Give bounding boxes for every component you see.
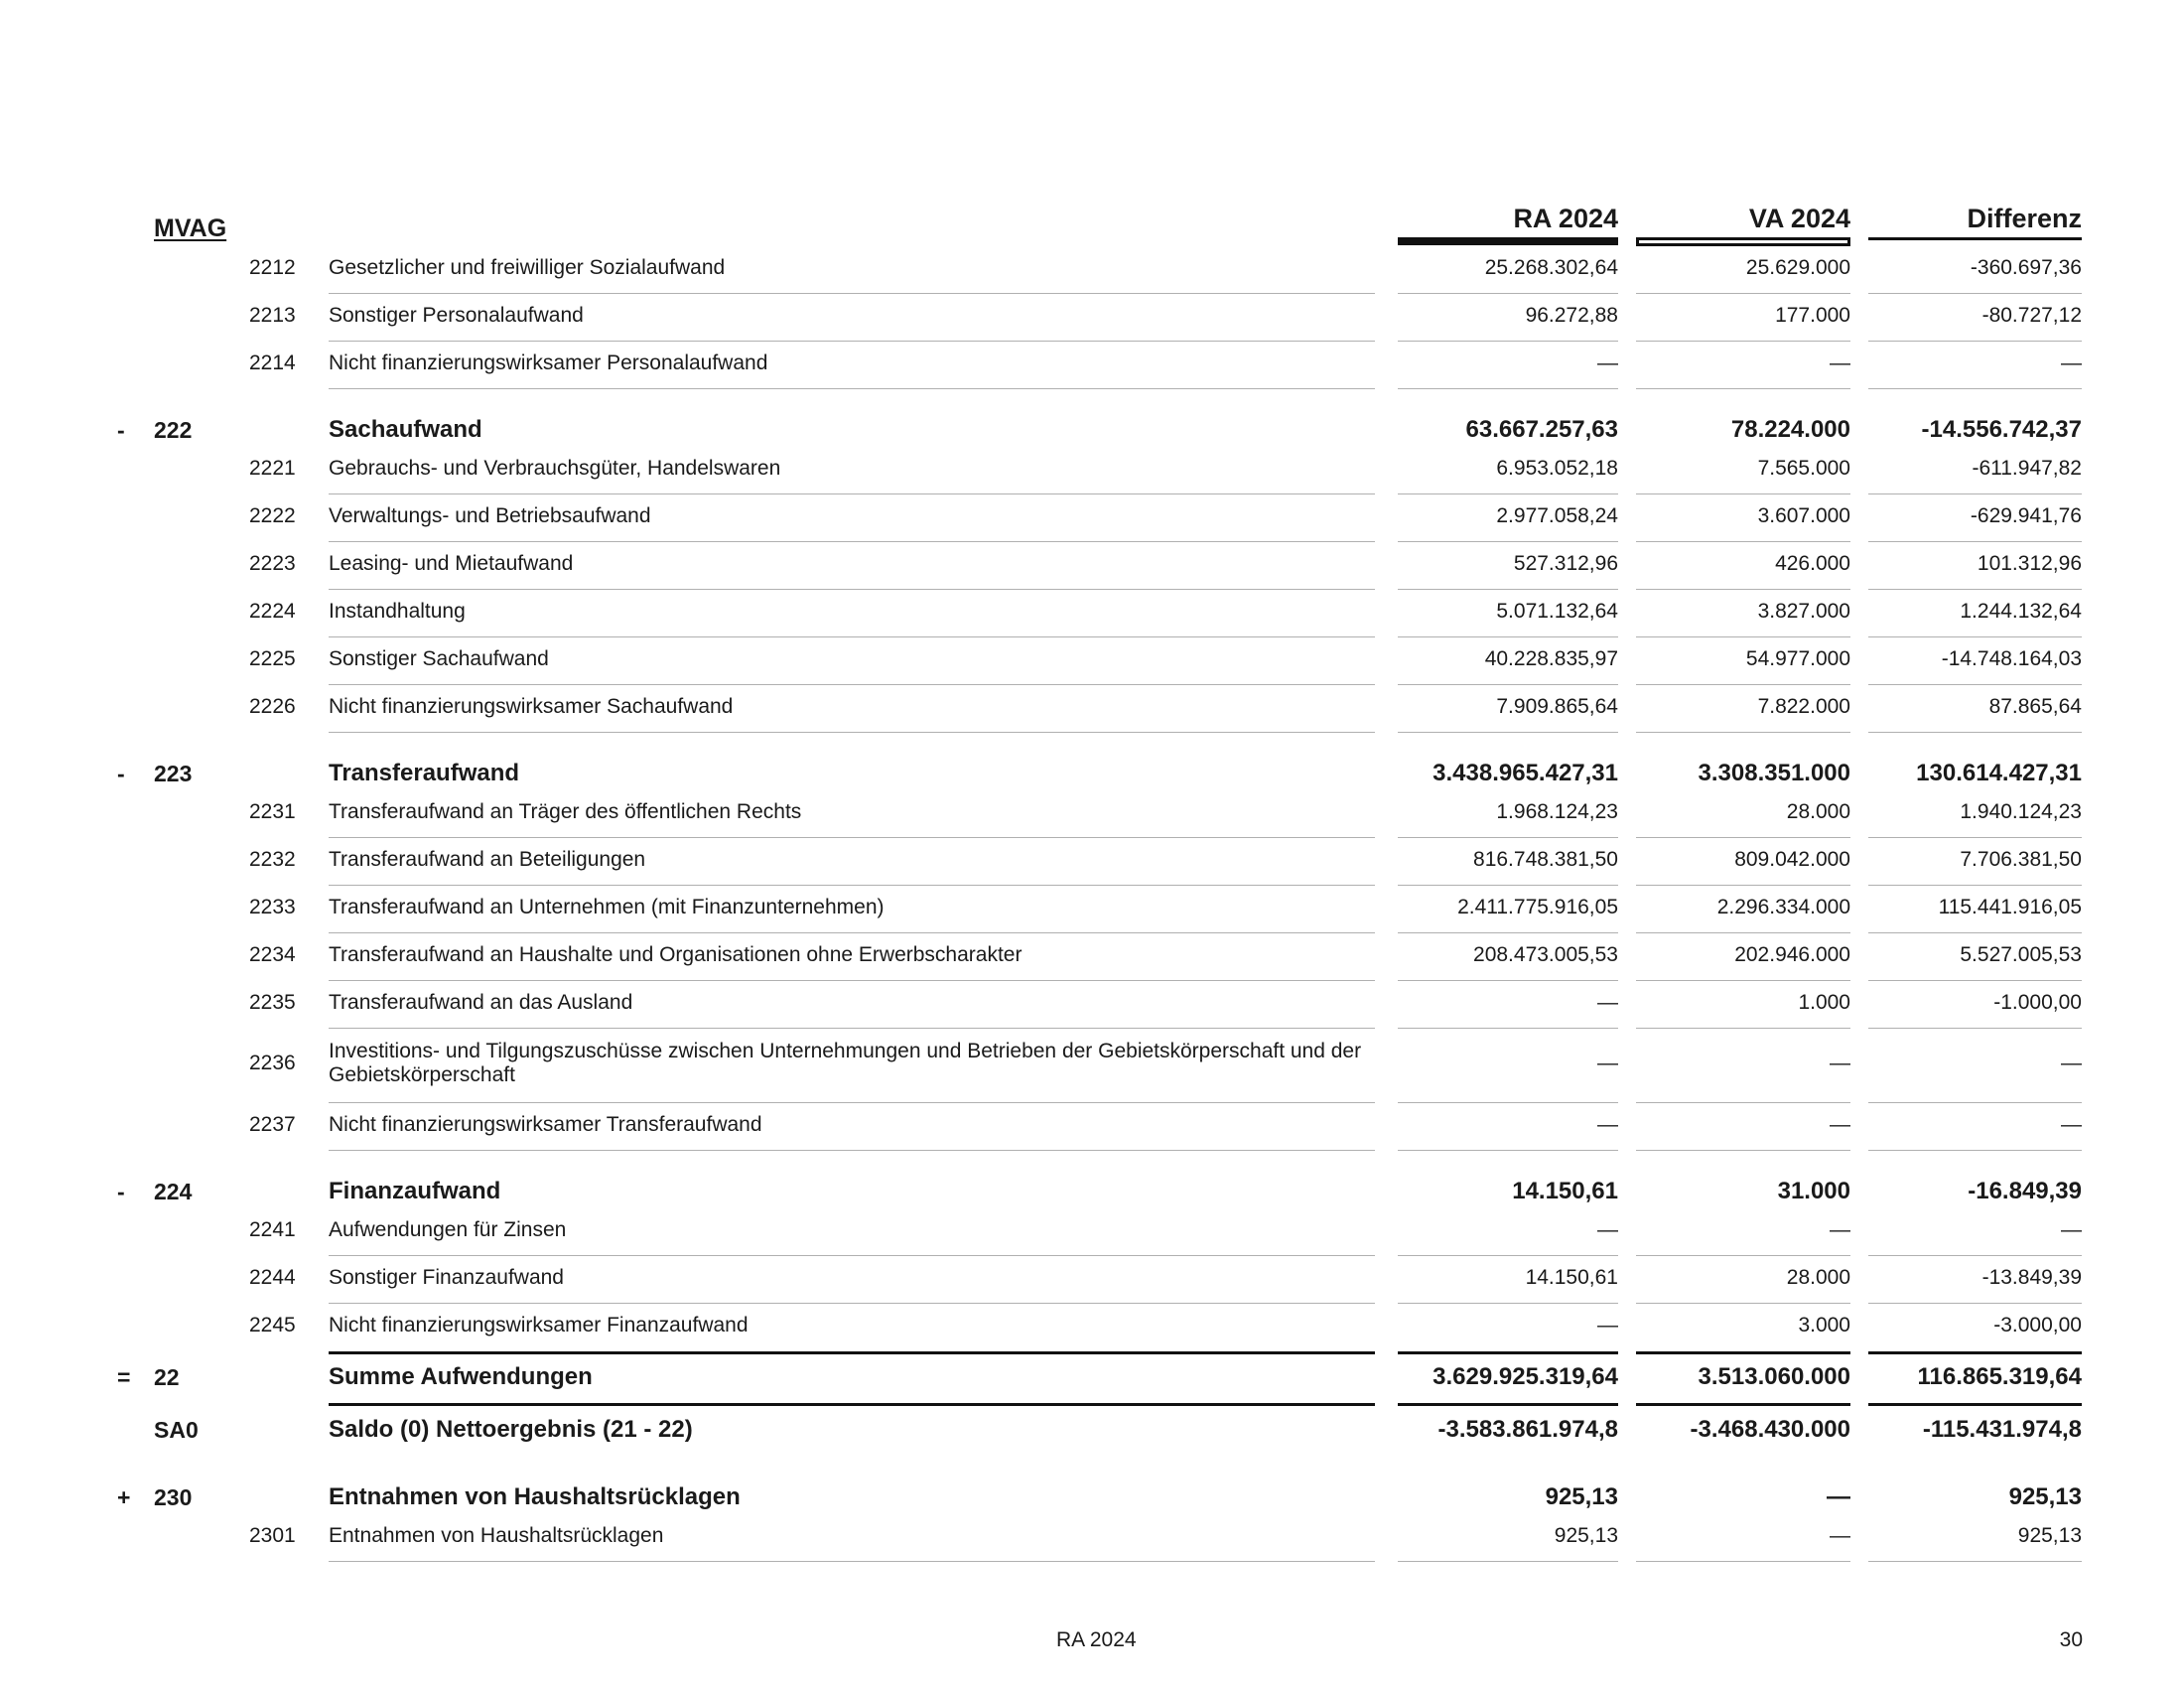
row-separator <box>1636 589 1850 590</box>
row-separator <box>1636 1561 1850 1562</box>
row-label: Transferaufwand an das Ausland <box>329 991 633 1014</box>
ra-2024-value: — <box>1597 991 1618 1014</box>
row-separator <box>1398 589 1618 590</box>
ra-2024-value: 14.150,61 <box>1525 1266 1618 1289</box>
row-label: Sonstiger Finanzaufwand <box>329 1266 564 1289</box>
row-separator <box>329 636 1375 637</box>
differenz-value: 1.940.124,23 <box>1960 800 2082 823</box>
row-account-code: 2236 <box>249 1052 296 1074</box>
va-2024-value: 28.000 <box>1786 800 1850 823</box>
row-sign <box>117 884 137 931</box>
row-separator <box>329 885 1375 886</box>
row-group-code: 223 <box>154 760 193 786</box>
differenz-value: -80.727,12 <box>1981 304 2082 327</box>
page-number: 30 <box>2059 1628 2083 1651</box>
row-separator <box>1636 684 1850 685</box>
differenz-value: 101.312,96 <box>1977 552 2082 575</box>
row-separator <box>329 684 1375 685</box>
ra-2024-value: 3.629.925.319,64 <box>1433 1363 1618 1390</box>
row-account-code: 2223 <box>249 552 296 575</box>
va-2024-value: 202.946.000 <box>1734 943 1850 966</box>
differenz-value: — <box>2061 1052 2082 1074</box>
differenz-value: -14.748.164,03 <box>1941 647 2082 670</box>
row-label: Sonstiger Personalaufwand <box>329 304 584 327</box>
row-separator <box>1636 932 1850 933</box>
row-separator <box>329 1102 1375 1103</box>
row-group-code: 22 <box>154 1363 180 1390</box>
row-separator <box>1868 388 2082 389</box>
va-2024-value: 426.000 <box>1775 552 1850 575</box>
va-2024-value: 78.224.000 <box>1730 416 1850 443</box>
row-separator <box>329 541 1375 542</box>
ra-2024-value: 14.150,61 <box>1512 1178 1618 1204</box>
row-separator <box>329 493 1375 494</box>
row-account-code: 2225 <box>249 647 296 670</box>
table-row <box>0 1101 2184 1149</box>
row-sign <box>117 788 137 836</box>
row-sign: + <box>117 1483 131 1510</box>
ra-2024-value: 3.438.965.427,31 <box>1433 760 1618 786</box>
row-sign <box>117 979 137 1027</box>
ra-2024-value: 5.071.132,64 <box>1496 600 1618 623</box>
row-separator <box>329 932 1375 933</box>
column-header-va-2024: VA 2024 <box>1748 204 1850 233</box>
row-separator <box>1398 1102 1618 1103</box>
ra-2024-value: — <box>1597 1113 1618 1136</box>
differenz-value: 115.441.916,05 <box>1938 896 2082 918</box>
row-account-code: 2224 <box>249 600 296 623</box>
differenz-value: 925,13 <box>2008 1483 2082 1510</box>
row-separator <box>329 1255 1375 1256</box>
row-sign <box>117 340 137 387</box>
va-2024-value: — <box>1830 1524 1850 1547</box>
row-sign <box>117 1302 137 1349</box>
row-label: Nicht finanzierungswirksamer Sachaufwand <box>329 695 734 718</box>
table-row <box>0 884 2184 931</box>
row-separator <box>1636 885 1850 886</box>
row-account-code: 2226 <box>249 695 296 718</box>
table-row <box>0 1028 2184 1099</box>
row-account-code: 2212 <box>249 256 296 279</box>
row-separator <box>1868 493 2082 494</box>
row-sign: - <box>117 416 125 443</box>
row-separator <box>1868 980 2082 981</box>
row-separator <box>1868 293 2082 294</box>
row-group-code: SA0 <box>154 1416 199 1443</box>
row-separator <box>1868 589 2082 590</box>
row-label: Entnahmen von Haushaltsrücklagen <box>329 1524 664 1547</box>
row-separator <box>1398 837 1618 838</box>
table-row <box>0 445 2184 492</box>
differenz-value: 87.865,64 <box>1988 695 2082 718</box>
va-2024-value: — <box>1830 352 1850 374</box>
row-account-code: 2233 <box>249 896 296 918</box>
row-separator <box>1636 1255 1850 1256</box>
differenz-value: 130.614.427,31 <box>1916 760 2082 786</box>
differenz-value: 1.244.132,64 <box>1960 600 2082 623</box>
row-label: Leasing- und Mietaufwand <box>329 552 574 575</box>
ra-2024-value: 1.968.124,23 <box>1496 800 1618 823</box>
row-separator <box>1636 1303 1850 1304</box>
row-separator <box>1636 1028 1850 1029</box>
diff-column-rule <box>1868 237 2082 240</box>
footer-title: RA 2024 <box>1056 1628 1137 1651</box>
differenz-value: -16.849,39 <box>1968 1178 2082 1204</box>
row-separator <box>1398 493 1618 494</box>
row-label: Finanzaufwand <box>329 1178 501 1204</box>
va-2024-value: 3.607.000 <box>1757 504 1850 527</box>
row-label: Summe Aufwendungen <box>329 1363 593 1390</box>
row-separator <box>1868 1255 2082 1256</box>
ra-2024-value: 925,13 <box>1545 1483 1618 1510</box>
row-label: Transferaufwand an Beteiligungen <box>329 848 646 871</box>
row-separator <box>1636 541 1850 542</box>
row-separator <box>329 589 1375 590</box>
row-separator <box>329 732 1375 733</box>
row-separator <box>1868 1561 2082 1562</box>
row-separator <box>1398 388 1618 389</box>
row-separator <box>1868 885 2082 886</box>
row-separator <box>329 1303 1375 1304</box>
va-2024-value: 809.042.000 <box>1734 848 1850 871</box>
table-row <box>0 1512 2184 1560</box>
row-label: Saldo (0) Nettoergebnis (21 - 22) <box>329 1416 693 1443</box>
row-sign: - <box>117 1178 125 1204</box>
row-separator <box>1868 1150 2082 1151</box>
row-separator <box>1868 636 2082 637</box>
row-separator <box>1636 837 1850 838</box>
row-account-code: 2232 <box>249 848 296 871</box>
row-separator <box>1868 837 2082 838</box>
row-separator <box>329 1150 1375 1151</box>
ra-2024-value: 816.748.381,50 <box>1473 848 1618 871</box>
row-account-code: 2234 <box>249 943 296 966</box>
total-row <box>0 1353 2184 1401</box>
row-separator <box>329 1561 1375 1562</box>
differenz-value: 5.527.005,53 <box>1960 943 2082 966</box>
row-separator <box>1868 732 2082 733</box>
row-label: Nicht finanzierungswirksamer Transferaufwand <box>329 1113 762 1136</box>
row-account-code: 2213 <box>249 304 296 327</box>
va-2024-value: 3.513.060.000 <box>1698 1363 1850 1390</box>
differenz-value: — <box>2061 1113 2082 1136</box>
differenz-value: -3.000,00 <box>1993 1314 2082 1336</box>
row-separator <box>1636 388 1850 389</box>
row-group-code: 224 <box>154 1178 193 1204</box>
ra-2024-value: 7.909.865,64 <box>1496 695 1618 718</box>
row-sign <box>117 1028 137 1099</box>
differenz-value: 925,13 <box>2017 1524 2082 1547</box>
row-separator <box>329 1028 1375 1029</box>
row-label: Transferaufwand <box>329 760 520 786</box>
total-rule <box>1636 1351 1850 1354</box>
row-separator <box>1636 1102 1850 1103</box>
row-group-code: 222 <box>154 416 193 443</box>
total-rule <box>329 1403 1375 1406</box>
differenz-value: — <box>2061 352 2082 374</box>
ra-2024-value: 63.667.257,63 <box>1465 416 1618 443</box>
row-sign <box>117 635 137 683</box>
table-row <box>0 683 2184 731</box>
ra-2024-value: 2.977.058,24 <box>1496 504 1618 527</box>
differenz-value: 116.865.319,64 <box>1917 1363 2082 1390</box>
row-account-code: 2241 <box>249 1218 296 1241</box>
row-separator <box>1868 541 2082 542</box>
row-separator <box>329 837 1375 838</box>
differenz-value: -1.000,00 <box>1993 991 2082 1014</box>
row-sign <box>117 292 137 340</box>
table-row <box>0 244 2184 292</box>
table-row <box>0 635 2184 683</box>
table-row <box>0 788 2184 836</box>
row-label: Aufwendungen für Zinsen <box>329 1218 567 1241</box>
ra-2024-value: 96.272,88 <box>1525 304 1618 327</box>
row-sign <box>117 540 137 588</box>
table-row <box>0 1302 2184 1349</box>
row-separator <box>1398 341 1618 342</box>
row-label: Instandhaltung <box>329 600 466 623</box>
row-account-code: 2244 <box>249 1266 296 1289</box>
row-label: Sonstiger Sachaufwand <box>329 647 549 670</box>
total-rule <box>1868 1403 2082 1406</box>
row-sign <box>117 1406 137 1454</box>
ra-2024-value: 527.312,96 <box>1513 552 1618 575</box>
va-2024-value: 7.822.000 <box>1757 695 1850 718</box>
differenz-value: — <box>2061 1218 2082 1241</box>
row-sign: = <box>117 1363 131 1390</box>
row-separator <box>1398 932 1618 933</box>
row-separator <box>329 388 1375 389</box>
row-label: Verwaltungs- und Betriebsaufwand <box>329 504 651 527</box>
total-rule <box>1636 1403 1850 1406</box>
row-separator <box>1398 732 1618 733</box>
va-2024-value: 3.000 <box>1798 1314 1850 1336</box>
row-separator <box>1398 1150 1618 1151</box>
row-label: Gesetzlicher und freiwilliger Sozialaufwand <box>329 256 726 279</box>
row-separator <box>1398 1561 1618 1562</box>
ra-2024-value: — <box>1597 1052 1618 1074</box>
row-label: Transferaufwand an Träger des öffentlichen Rechts <box>329 800 802 823</box>
ra-2024-value: 6.953.052,18 <box>1496 457 1618 480</box>
va-2024-value: 3.827.000 <box>1757 600 1850 623</box>
row-label: Entnahmen von Haushaltsrücklagen <box>329 1483 741 1510</box>
ra-2024-value: 208.473.005,53 <box>1473 943 1618 966</box>
row-sign <box>117 445 137 492</box>
table-row <box>0 836 2184 884</box>
differenz-value: -629.941,76 <box>1970 504 2082 527</box>
row-separator <box>1398 684 1618 685</box>
va-2024-value: 177.000 <box>1775 304 1850 327</box>
table-row <box>0 979 2184 1027</box>
differenz-value: -115.431.974,8 <box>1922 1416 2082 1443</box>
table-row <box>0 588 2184 635</box>
row-sign <box>117 1206 137 1254</box>
total-rule <box>329 1351 1375 1354</box>
row-label: Transferaufwand an Unternehmen (mit Finanzunternehmen) <box>329 896 885 918</box>
total-rule <box>1868 1351 2082 1354</box>
row-account-code: 2231 <box>249 800 296 823</box>
row-separator <box>1636 732 1850 733</box>
row-account-code: 2237 <box>249 1113 296 1136</box>
row-account-code: 2245 <box>249 1314 296 1336</box>
column-header-ra-2024: RA 2024 <box>1513 204 1618 233</box>
ra-2024-value: — <box>1597 1314 1618 1336</box>
row-separator <box>329 980 1375 981</box>
row-separator <box>1636 293 1850 294</box>
row-separator <box>1868 684 2082 685</box>
differenz-value: -13.849,39 <box>1981 1266 2082 1289</box>
row-account-code: 2235 <box>249 991 296 1014</box>
row-sign <box>117 1512 137 1560</box>
row-separator <box>1868 1303 2082 1304</box>
row-account-code: 2222 <box>249 504 296 527</box>
ra-2024-value: 925,13 <box>1554 1524 1618 1547</box>
row-separator <box>1398 885 1618 886</box>
va-2024-value: — <box>1830 1113 1850 1136</box>
row-separator <box>1636 980 1850 981</box>
row-sign: - <box>117 760 125 786</box>
row-sign <box>117 683 137 731</box>
row-separator <box>1636 636 1850 637</box>
row-label: Transferaufwand an Haushalte und Organisationen ohne Erwerbscharakter <box>329 943 1023 966</box>
row-separator <box>1398 541 1618 542</box>
va-2024-value: 7.565.000 <box>1757 457 1850 480</box>
row-label: Nicht finanzierungswirksamer Finanzaufwand <box>329 1314 749 1336</box>
row-separator <box>1636 1150 1850 1151</box>
row-sign <box>117 1254 137 1302</box>
column-header-differenz: Differenz <box>1967 204 2082 233</box>
va-2024-value: 31.000 <box>1777 1178 1850 1204</box>
row-separator <box>329 341 1375 342</box>
row-account-code: 2214 <box>249 352 296 374</box>
row-separator <box>1636 493 1850 494</box>
va-2024-value: 2.296.334.000 <box>1716 896 1850 918</box>
ra-2024-value: — <box>1597 1218 1618 1241</box>
table-row <box>0 540 2184 588</box>
mvag-header: MVAG <box>154 214 227 242</box>
row-label: Gebrauchs- und Verbrauchsgüter, Handelswaren <box>329 457 781 480</box>
ra-2024-value: -3.583.861.974,8 <box>1437 1416 1618 1443</box>
row-label: Nicht finanzierungswirksamer Personalaufwand <box>329 352 768 374</box>
ra-2024-value: 2.411.775.916,05 <box>1457 896 1618 918</box>
row-sign <box>117 1101 137 1149</box>
va-2024-value: — <box>1830 1218 1850 1241</box>
row-label: Sachaufwand <box>329 416 482 443</box>
row-separator <box>1868 1028 2082 1029</box>
row-sign <box>117 244 137 292</box>
differenz-value: 7.706.381,50 <box>1960 848 2082 871</box>
row-separator <box>1398 1303 1618 1304</box>
table-row <box>0 492 2184 540</box>
row-separator <box>1636 341 1850 342</box>
va-2024-value: — <box>1830 1052 1850 1074</box>
ra-2024-value: 40.228.835,97 <box>1484 647 1618 670</box>
differenz-value: -611.947,82 <box>1972 457 2082 480</box>
va-2024-value: 1.000 <box>1798 991 1850 1014</box>
differenz-value: -14.556.742,37 <box>1921 416 2082 443</box>
row-account-code: 2301 <box>249 1524 296 1547</box>
row-separator <box>1868 341 2082 342</box>
total-rule <box>1398 1403 1618 1406</box>
row-sign <box>117 931 137 979</box>
row-group-code: 230 <box>154 1483 193 1510</box>
row-separator <box>329 293 1375 294</box>
table-row <box>0 292 2184 340</box>
table-row <box>0 340 2184 387</box>
table-row <box>0 1254 2184 1302</box>
row-separator <box>1868 932 2082 933</box>
row-separator <box>1398 636 1618 637</box>
va-2024-value: — <box>1827 1483 1850 1510</box>
va-2024-value: -3.468.430.000 <box>1690 1416 1850 1443</box>
va-2024-value: 25.629.000 <box>1745 256 1850 279</box>
ra-2024-value: 25.268.302,64 <box>1484 256 1618 279</box>
total-row <box>0 1406 2184 1454</box>
table-row <box>0 931 2184 979</box>
total-rule <box>1398 1351 1618 1354</box>
row-account-code: 2221 <box>249 457 296 480</box>
row-separator <box>1398 293 1618 294</box>
row-sign <box>117 492 137 540</box>
row-separator <box>1398 1028 1618 1029</box>
row-separator <box>1868 1102 2082 1103</box>
row-separator <box>1398 1255 1618 1256</box>
ra-2024-value: — <box>1597 352 1618 374</box>
row-label: Investitions- und Tilgungszuschüsse zwischen Unternehmungen und Betrieben der Gebietskörperschaft und der Gebietskörperschaft <box>329 1040 1362 1086</box>
row-separator <box>1398 980 1618 981</box>
differenz-value: -360.697,36 <box>1970 256 2082 279</box>
va-2024-value: 28.000 <box>1786 1266 1850 1289</box>
va-2024-value: 3.308.351.000 <box>1698 760 1850 786</box>
row-sign <box>117 588 137 635</box>
row-sign <box>117 836 137 884</box>
table-row <box>0 1206 2184 1254</box>
va-2024-value: 54.977.000 <box>1745 647 1850 670</box>
